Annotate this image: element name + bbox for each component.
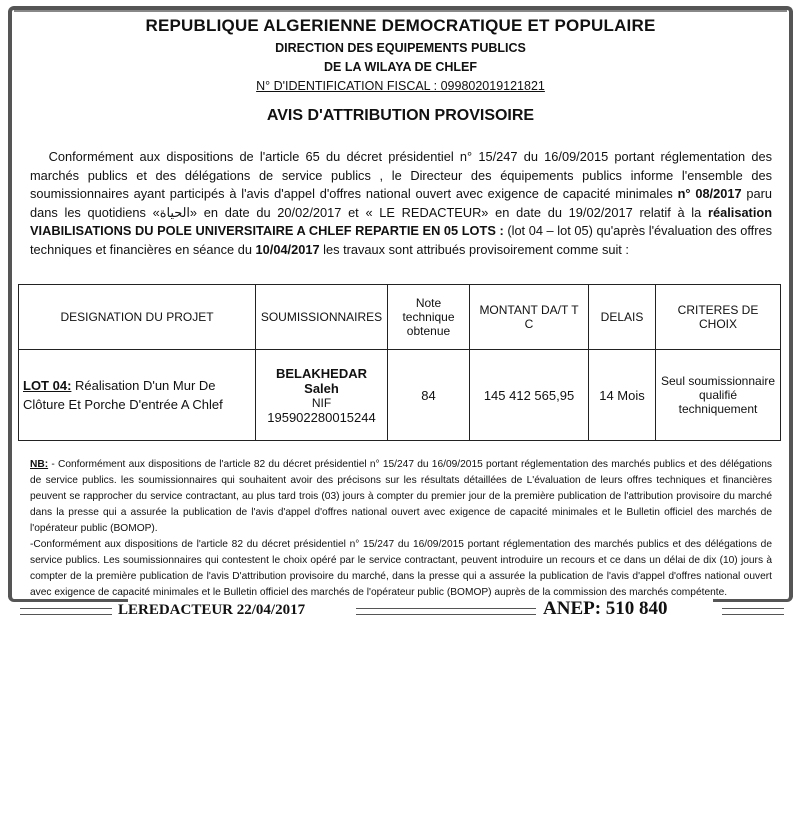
nb-notes [30, 457, 772, 601]
intro-text-4: les travaux sont attribués provisoirement comme suit : [319, 241, 629, 257]
lot-description: Réalisation D'un Mur De Clôture Et Porche D'entrée A Chlef [23, 378, 223, 412]
tender-reference: n° 08/2017 [677, 186, 742, 201]
anep-number: ANEP: 510 840 [543, 598, 668, 619]
nif-number: 195902280015244 [267, 409, 376, 425]
wilaya-heading: DE LA WILAYA DE CHLEF [323, 60, 478, 74]
publication-info: LEREDACTEUR 22/04/2017 [118, 602, 306, 618]
bidder-cell [256, 350, 388, 441]
lot-code: LOT 04: [23, 378, 72, 393]
footer-rule-left [20, 608, 112, 615]
score-cell: 84 [388, 350, 470, 441]
col-header-amount: MONTANT DA/T T C [470, 285, 589, 350]
footer-rule-middle [356, 608, 536, 615]
project-object: réalisation VIABILISATIONS DU POLE UNIVERSITAIRE A CHLEF REPARTIE EN 05 LOTS : [30, 204, 773, 238]
fiscal-id: N° D'IDENTIFICATION FISCAL : 099802019121821 [256, 79, 545, 93]
notice-title: AVIS D'ATTRIBUTION PROVISOIRE [266, 107, 535, 124]
nb-paragraph-2: -Conformément aux dispositions de l'article 82 du décret présidentiel n° 15/247 du 16/09/2015 portant réglementation des marchés publics et des délégations de service publics. Les soumissionnaires qui contestent le choix opéré par le service contractant, peuvent introduire un recours et ce dans un délai de dix (10) jours à compter de la première publication de l'avis D'attribution provisoire du marché, dans la presse qui a assurée la publication de l'avis d'appel d'offres national ouvert avec exigence de capacité minimales et le Bulletin officiel des marchés de l'opérateur public (BOMOP) auprès de la commission des marchés compétente. [30, 539, 772, 598]
col-header-score: Note technique obtenue [388, 285, 470, 350]
col-header-designation: DESIGNATION DU PROJET [19, 285, 256, 350]
col-header-criteria: CRITERES DE CHOIX [656, 285, 781, 350]
footer-rule-right [722, 608, 784, 615]
intro-text-2: paru dans les quotidiens «الحياة» en date du 20/02/2017 et « LE REDACTEUR» en date du 19/02/2017 relatif à la [30, 186, 773, 220]
col-header-delay: DELAIS [589, 285, 656, 350]
nb-text-1: - Conformément aux dispositions de l'article 82 du décret présidentiel n° 15/247 du 16/09/2015 portant réglementation des marchés publics et des délégations de service publics. les soumissionnaires qui souhaitent avoir des précisons sur les résultats détaillées de L'évaluation de leurs offres techniques et financières peuvent se rapprocher du service contractant, au plus tard trois (03) jours à compter du premier jour de la première publication de l'attribution provisoire du marché dans la presse qui a assurée la publication de l'avis d'appel d'offres national ouvert avec exigence de capacité minimales et le Bulletin officiel des marchés de l'opérateur public (BOMOP). [30, 459, 772, 534]
nb-label: NB: [30, 459, 49, 470]
nb-paragraph-1 [30, 457, 772, 537]
col-header-bidders: SOUMISSIONNAIRES [256, 285, 388, 350]
delay-cell: 14 Mois [589, 350, 656, 441]
intro-paragraph [30, 148, 772, 259]
table-row [19, 350, 781, 441]
republic-heading: REPUBLIQUE ALGERIENNE DEMOCRATIQUE ET POPULAIRE [145, 16, 656, 35]
notice-footer [0, 598, 801, 628]
table-header-row [19, 285, 781, 350]
intro-text-1: Conformément aux dispositions de l'article 65 du décret présidentiel n° 15/247 du 16/09/2015 portant réglementation des marchés publics et des délégations de service publics , le Directeur des équipements publics informe l'ensemble des soumissionnaires ayant participés à l'avis d'appel d'offres national ouvert avec exigence de capacité minimales [30, 149, 772, 201]
notice-header [0, 16, 801, 125]
award-table [18, 284, 781, 441]
session-date: 10/04/2017 [255, 241, 320, 257]
direction-heading: DIRECTION DES EQUIPEMENTS PUBLICS [275, 41, 526, 55]
intro-text-3: (lot 04 – lot 05) qu'après l'évaluation des offres techniques et financières en séance du [30, 223, 772, 257]
criteria-cell: Seul soumissionnaire qualifié techniquement [656, 350, 781, 441]
bidder-name: BELAKHEDAR Saleh [276, 365, 367, 396]
amount-cell: 145 412 565,95 [470, 350, 589, 441]
nif-label: NIF [311, 395, 332, 410]
lot-designation-cell [19, 350, 256, 441]
